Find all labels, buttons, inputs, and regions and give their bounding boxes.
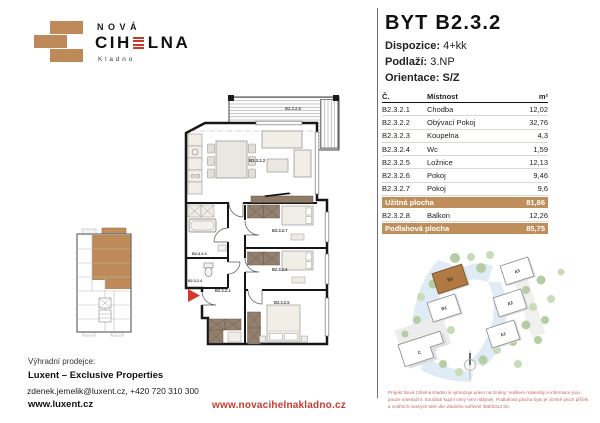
- spec-dispozice: [385, 40, 467, 52]
- wc-label: B2.3.2.4: [188, 279, 202, 283]
- spec-orientace-label: Orientace:: [385, 72, 440, 84]
- col-room: Místnost: [427, 92, 458, 101]
- row-area: 12,13: [529, 157, 548, 167]
- row-room: Ložnice: [427, 157, 453, 167]
- floor-area-row: [382, 223, 548, 234]
- spec-podlazi-value: 3.NP: [430, 56, 455, 68]
- col-area: m²: [538, 92, 548, 101]
- spec-orientace-value: S/Z: [442, 72, 460, 84]
- brand-name-main: [95, 33, 190, 53]
- kitchen: [188, 134, 202, 194]
- seller-name: Luxent – Exclusive Properties: [28, 370, 164, 381]
- row-area: 12,02: [529, 104, 548, 114]
- living-label: B2.3.2.2: [249, 158, 266, 163]
- row-area: 32,76: [529, 117, 548, 127]
- building-a3-label: A3: [513, 268, 521, 275]
- row-code: B2.3.2.7: [382, 184, 410, 194]
- bath-label: B2.3.2.3: [192, 251, 207, 256]
- table-row: [382, 103, 548, 116]
- row-code: B2.3.2.3: [382, 131, 410, 141]
- spec-orientace: [385, 72, 460, 84]
- row-room: Balkon: [427, 210, 450, 220]
- row-area: 9,6: [537, 184, 548, 194]
- balcony-label: B2.3.2.8: [285, 106, 301, 111]
- floor-plan: [180, 88, 380, 360]
- row-room: Wc: [427, 144, 438, 154]
- table-row: [382, 156, 548, 169]
- row-room: Chodba: [427, 104, 454, 114]
- brand-word-end: LNA: [147, 33, 191, 52]
- appliances: [188, 205, 214, 217]
- col-code: Č.: [382, 92, 390, 101]
- spec-dispozice-value: 4+kk: [443, 40, 467, 52]
- bedroom-label: B2.3.2.5: [274, 300, 290, 305]
- seller-contact[interactable]: zdenek.jemelik@luxent.cz, +420 720 310 300: [27, 386, 199, 396]
- usable-area-value: 81,86: [526, 198, 545, 208]
- room6-label: B2.3.2.6: [272, 267, 288, 272]
- building-a2-label: A2: [506, 300, 514, 307]
- entrance-arrow-icon: [188, 289, 200, 302]
- row-code: B2.3.2.6: [382, 171, 410, 181]
- brand-word-start: CIH: [95, 33, 132, 52]
- project-website-link[interactable]: www.novacihelnakladno.cz: [212, 400, 346, 411]
- row-room: Pokoj: [427, 184, 446, 194]
- brand-name-top: NOVÁ: [97, 22, 142, 32]
- row-area: 4,3: [537, 131, 548, 141]
- brand-bricks-icon: [34, 21, 84, 63]
- room7-label: B2.3.2.7: [272, 228, 288, 233]
- row-room: Koupelna: [427, 131, 459, 141]
- site-plan: [393, 242, 598, 385]
- site-building-a1: [486, 319, 522, 349]
- brand-city: Kladno: [98, 56, 136, 63]
- building-b1-label: B1: [440, 305, 448, 312]
- site-building-a3: [500, 256, 536, 286]
- row-code: B2.3.2.5: [382, 157, 410, 167]
- row-code: B2.3.2.2: [382, 117, 410, 127]
- floor-area-label: Podlahová plocha: [385, 224, 450, 234]
- brand-e-bars-icon: [133, 37, 144, 50]
- usable-area-row: [382, 197, 548, 208]
- key-plan: [74, 226, 138, 338]
- building-a1-label: A1: [499, 331, 507, 338]
- row-room: Obývací Pokoj: [427, 117, 476, 127]
- table-row-balcony: [382, 209, 548, 222]
- rooms-table-header: [382, 91, 548, 103]
- table-row: [382, 169, 548, 182]
- seller-label: Výhradní prodejce:: [28, 357, 96, 366]
- seller-website-link[interactable]: www.luxent.cz: [28, 399, 94, 410]
- usable-area-label: Užitná plocha: [385, 198, 434, 208]
- unit-title: BYT B2.3.2: [385, 12, 502, 34]
- table-row: [382, 143, 548, 156]
- table-row: [382, 183, 548, 196]
- row-area: 1,59: [533, 144, 548, 154]
- row-room: Pokoj: [427, 171, 446, 181]
- table-row: [382, 130, 548, 143]
- building-b2-label: B2: [446, 276, 454, 283]
- floor-area-value: 85,75: [526, 224, 545, 234]
- spec-dispozice-label: Dispozice:: [385, 40, 441, 52]
- rooms-table: [382, 91, 548, 235]
- spec-podlazi: [385, 56, 455, 68]
- spec-podlazi-label: Podlaží:: [385, 56, 428, 68]
- row-area: 9,46: [533, 171, 548, 181]
- building-c-label: C: [417, 349, 422, 356]
- disclaimer-text: Projekt Nová Cihelna Kladno si vyhrazuje právo na změny. Veškeré materiály a informace jsou pouze orientační. Součástí kupní ceny není nábytek. Podlahová plocha bytu je včetně ploch příček a vnitřních nosných stěn dle vládního nařízení 366/2013 Sb.: [388, 390, 589, 410]
- row-area: 12,26: [529, 210, 548, 220]
- row-code: B2.3.2.4: [382, 144, 410, 154]
- row-code: B2.3.2.1: [382, 104, 410, 114]
- hall-label: B2.3.2.1: [215, 288, 231, 293]
- row-code: B2.3.2.8: [382, 210, 410, 220]
- table-row: [382, 116, 548, 129]
